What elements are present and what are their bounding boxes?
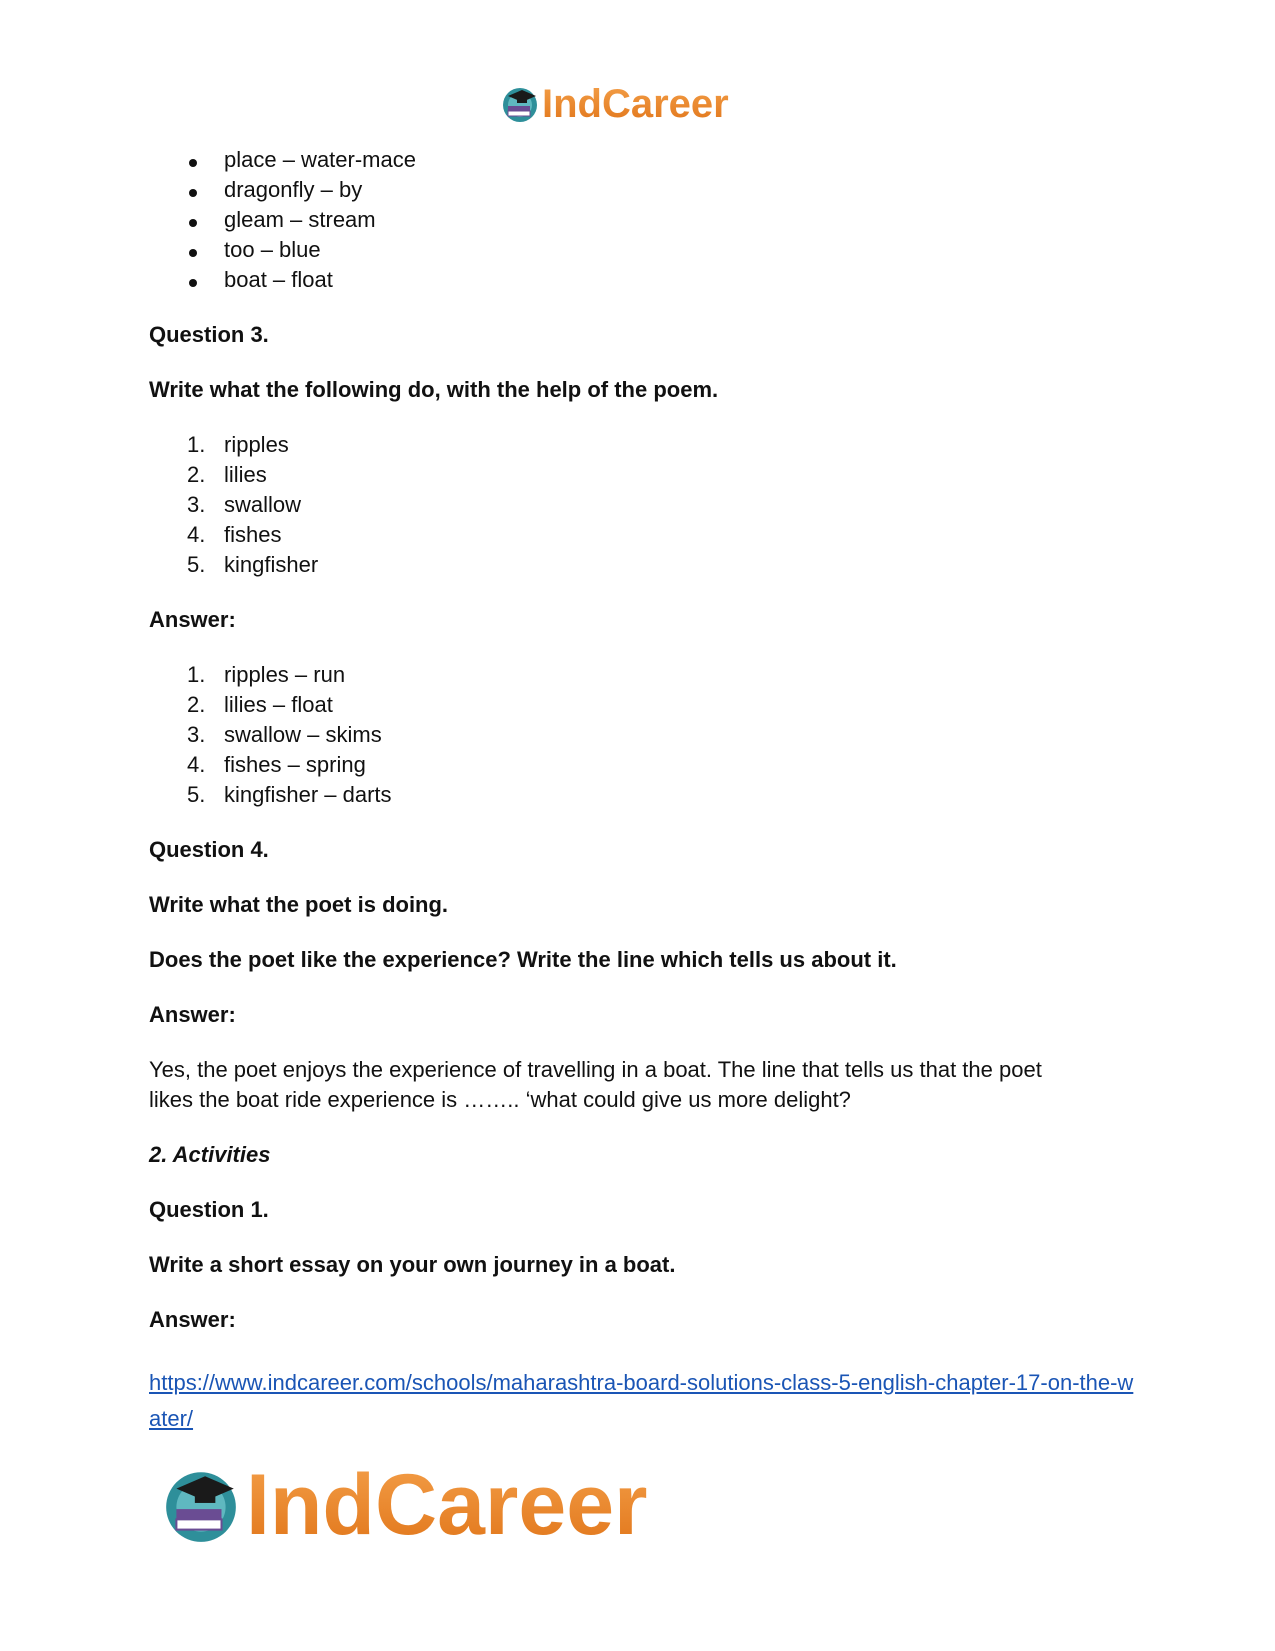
bullet-icon (189, 249, 197, 257)
source-link[interactable]: https://www.indcareer.com/schools/maharashtra-board-solutions-class-5-english-chapter-17-on-the-water/ (149, 1370, 1134, 1431)
list-item: 1. ripples – run (187, 662, 346, 687)
list-item: 2. lilies – float (187, 692, 333, 717)
question-prompt: Write what the poet is doing. (149, 892, 449, 917)
brand-name: IndCareer (246, 1456, 648, 1553)
list-item: gleam – stream (149, 205, 1139, 235)
answer-text: Yes, the poet enjoys the experience of travelling in a boat. The line that tells us that the poet likes the boat ride experience is …….. ‘what could give us more delight? (149, 1057, 1042, 1112)
list-item: 4. fishes (187, 522, 282, 547)
section-heading: 2. Activities (149, 1142, 271, 1167)
question-prompt: Write a short essay on your own journey in a boat. (149, 1252, 676, 1277)
answer-label: Answer: (149, 1307, 236, 1332)
header-logo (500, 78, 729, 130)
question-title: Question 4. (149, 837, 269, 862)
bullet-icon (189, 219, 197, 227)
bullet-icon (189, 159, 197, 167)
bullet-icon (189, 279, 197, 287)
answer-label: Answer: (149, 1002, 236, 1027)
list-item: 5. kingfisher – darts (187, 782, 392, 807)
question-prompt: Does the poet like the experience? Write the line which tells us about it. (149, 947, 897, 972)
list-item: too – blue (149, 235, 1139, 265)
list-item: 2. lilies (187, 462, 267, 487)
list-item: 5. kingfisher (187, 552, 319, 577)
answer-label: Answer: (149, 607, 236, 632)
answer-items (149, 660, 1139, 810)
question-items (149, 430, 1139, 580)
list-item: 4. fishes – spring (187, 752, 366, 777)
globe-books-icon (500, 84, 540, 124)
globe-books-icon (160, 1464, 242, 1546)
list-item: 3. swallow – skims (187, 722, 382, 747)
list-item: 3. swallow (187, 492, 302, 517)
document-body (149, 145, 1139, 1437)
list-item: dragonfly – by (149, 175, 1139, 205)
list-item: 1. ripples (187, 432, 289, 457)
question-title: Question 3. (149, 322, 269, 347)
brand-name: IndCareer (542, 81, 729, 126)
list-item: boat – float (149, 265, 1139, 295)
rhyme-list (149, 145, 1139, 295)
list-item: place – water-mace (149, 145, 1139, 175)
question-title: Question 1. (149, 1197, 269, 1222)
footer-logo (160, 1456, 648, 1553)
question-prompt: Write what the following do, with the help of the poem. (149, 377, 719, 402)
bullet-icon (189, 189, 197, 197)
